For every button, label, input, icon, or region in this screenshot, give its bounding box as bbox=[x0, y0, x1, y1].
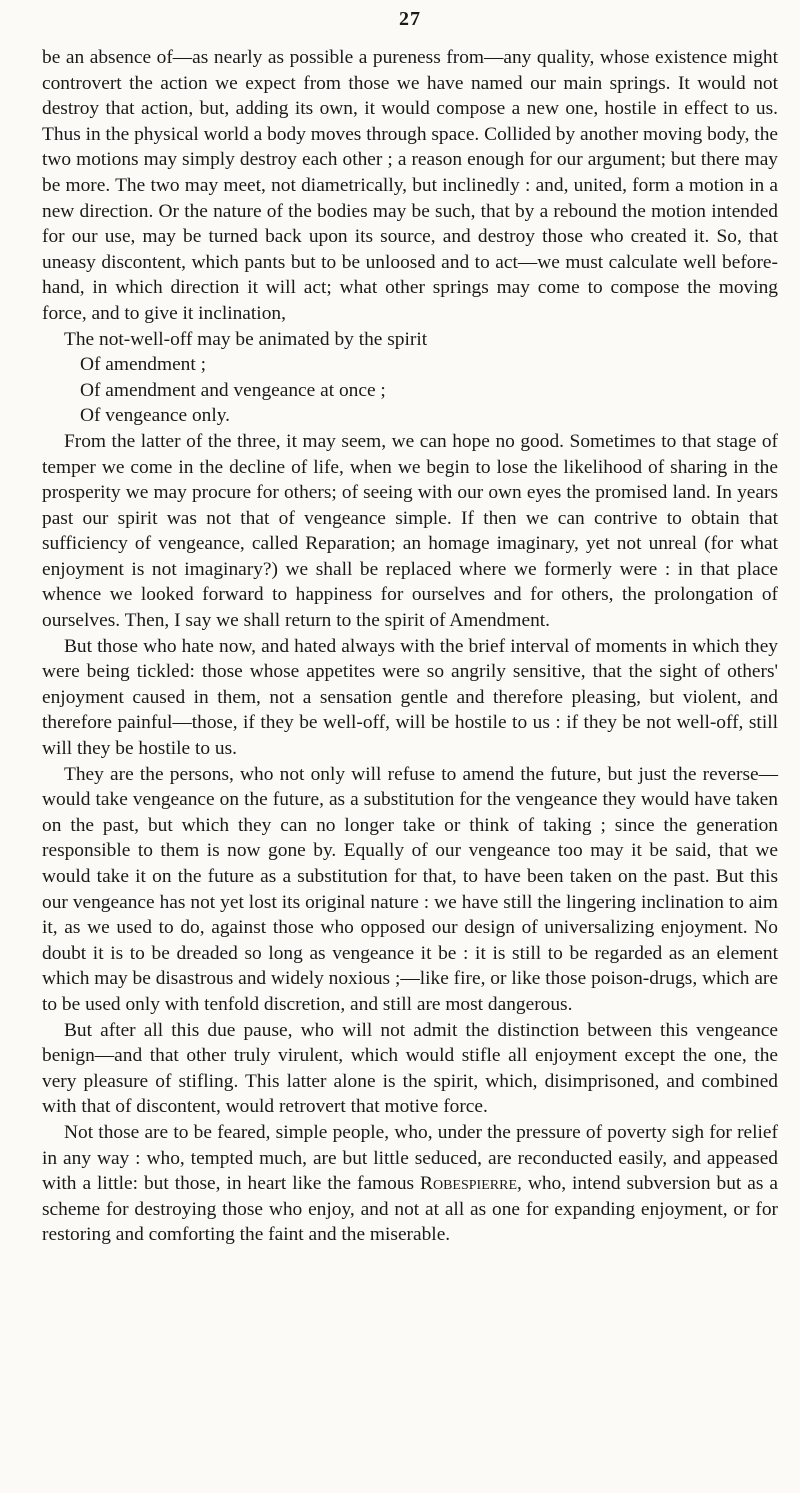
robespierre-name: Robespierre bbox=[420, 1173, 517, 1195]
paragraph-4: They are the persons, who not only will refuse to amend the future, but just the reverse—would take vengeance on the future, as a substitution for the vengeance they would have taken on the past, but which they can no longer take or think of taking ; since the generation responsible to them is now gone by. Equally of our vengeance too may it be said, that we would take it on the future as a substitution for that, to have been taken on the past. But this our vengeance has not yet lost its original nature : we have still the lingering inclination to aim it, as we used to do, against those who opposed our design of universalizing enjoyment. No doubt it is to be dreaded so long as vengeance it be : it is still to be regarded as an element which may be disastrous and widely noxious ;—like fire, or like those poison-drugs, which are to be used only with tenfold discretion, and still are most dangerous. bbox=[42, 763, 778, 1015]
paragraph-5: But after all this due pause, who will not admit the distinction between this vengeance benign—and that other truly virulent, which would stifle all enjoyment except the one, the very pleasure of stifling. This latter alone is the spirit, which, disimprisoned, and combined with that of discontent, would retrovert that motive force. bbox=[42, 1019, 778, 1118]
verse-line-2: Of amendment and vengeance at once ; bbox=[80, 379, 386, 401]
paragraph-1: be an absence of—as nearly as possible a pureness from—any quality, whose existence might controvert the action we expect from those we have named our main springs. It would not destroy that action, but, adding its own, it would compose a new one, hostile in effect to us. Thus in the physical world a body moves through space. Collided by another moving body, the two motions may simply destroy each other ; a reason enough for our argument; but there may be more. The two may meet, not diametrically, but inclinedly : and, united, form a motion in a new direction. Or the nature of the bodies may be such, that by a rebound the motion intended for our use, may be turned back upon its source, and destroy those who created it. So, that uneasy discontent, which pants but to be unloosed and to act—we must calculate well before-hand, in which direction it will act; what other springs may come to compose the moving force, and to give it inclination, bbox=[42, 47, 779, 324]
verse-block bbox=[42, 352, 778, 429]
paragraph-6 bbox=[42, 1120, 778, 1248]
verse-line-1: Of amendment ; bbox=[80, 354, 207, 376]
verse-intro: The not-well-off may be animated by the spirit bbox=[64, 328, 428, 350]
page-body bbox=[42, 45, 778, 1248]
paragraph-3: But those who hate now, and hated always with the brief interval of moments in which they were being tickled: those whose appetites were so angrily sensitive, that the sight of others' enjoyment caused in them, not a sensation gentle and therefore pleasing, but violent, and therefore painful—those, if they be well-off, will be hostile to us : if they be not well-off, still will they be hostile to us. bbox=[42, 635, 778, 760]
page-number: 27 bbox=[399, 8, 421, 30]
verse-line-3: Of vengeance only. bbox=[80, 405, 231, 427]
paragraph-2: From the latter of the three, it may seem, we can hope no good. Sometimes to that stage of temper we come in the decline of life, when we begin to lose the likelihood of sharing in the prosperity we may procure for others; of seeing with our own eyes the promised land. In years past our spirit was not that of vengeance simple. If then we can contrive to obtain that sufficiency of vengeance, called Reparation; an homage imaginary, yet not unreal (for what enjoyment is not imaginary?) we shall be replaced where we formerly were : in that place whence we looked forward to happiness for ourselves and for others, the prolongation of ourselves. Then, I say we shall return to the spirit of Amendment. bbox=[42, 430, 778, 632]
paragraph-6-part-a: Not those are to be feared, simple people, who, under the pressure of poverty sigh for relief in any way : who, tempted much, are but little seduced, are reconducted easily, and appeased with a little: but those, in heart like the famous bbox=[42, 1121, 778, 1195]
paragraph-6-part-b: , who, intend subversion but as a scheme for destroying those who enjoy, and not at all as one for expanding enjoyment, or for restoring and comforting the faint and the miserable. bbox=[42, 1173, 778, 1246]
